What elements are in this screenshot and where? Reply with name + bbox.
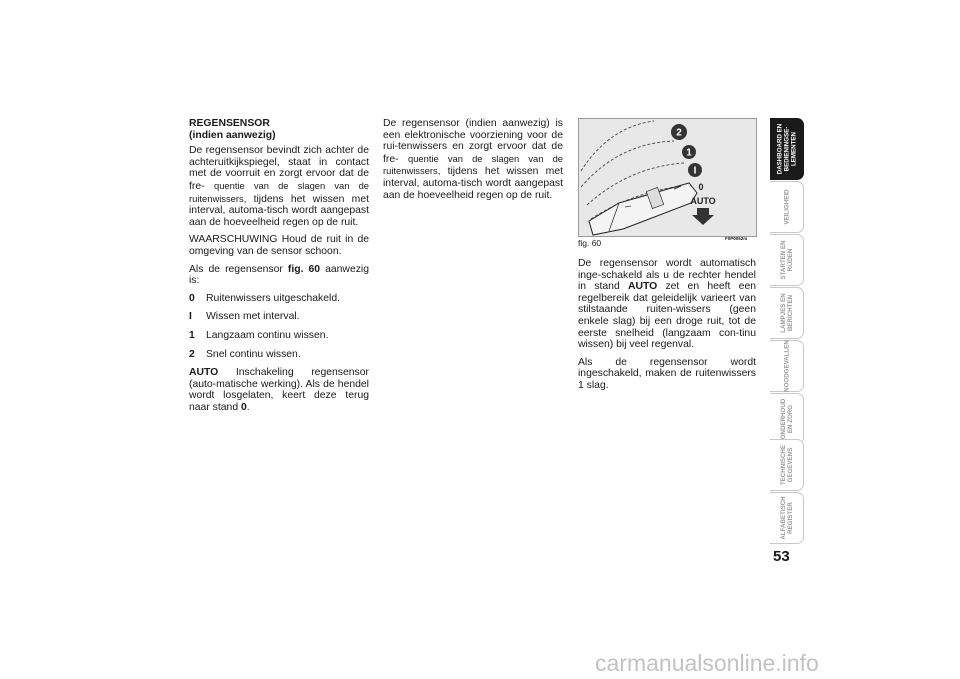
position-item-interval xyxy=(189,311,369,323)
section-heading: REGENSENSOR xyxy=(189,118,270,129)
tab-emergencies[interactable] xyxy=(770,340,804,392)
position-key: I xyxy=(189,311,192,323)
auto-end-position: 0 xyxy=(241,401,247,413)
tab-label: BERICHTEN xyxy=(786,294,794,332)
wiper-lever-illustration xyxy=(579,119,756,236)
figure-label: fig. 60 xyxy=(578,238,602,248)
position-item-2 xyxy=(189,349,369,361)
tab-lights-messages[interactable] xyxy=(770,287,804,339)
paragraph-auto-key: AUTO xyxy=(627,281,658,293)
paragraph-description xyxy=(383,118,563,201)
watermark: carmanualsonline.info xyxy=(595,650,819,676)
section-subheading: (indien aanwezig) xyxy=(189,129,276,141)
paragraph-activation-stroke: Als de regensensor wordt ingeschakeld, maken de ruitenwissers 1 slag. xyxy=(578,356,756,391)
paragraph-auto-activation xyxy=(578,258,756,351)
paragraph-description-main: De regensensor (indien aanwezig) is een elektronische voorziening voor de rui-tenwissers en zorgt ervoor dat de fre- xyxy=(383,118,563,165)
position-item-0 xyxy=(189,293,369,305)
position-key: 2 xyxy=(189,348,195,360)
figure-code: F0P0052m xyxy=(725,236,748,241)
tab-label: LAMPJES EN xyxy=(779,293,787,333)
auto-end-dot: . xyxy=(246,401,250,413)
paragraph-intro xyxy=(189,145,369,228)
figure-wiper-lever xyxy=(578,118,757,237)
warning-paragraph: WAARSCHUWING Houd de ruit in de omgeving van de sensor schoon. xyxy=(189,234,369,257)
paragraph-description-small: quentie van de slagen van de ruitenwissers, xyxy=(383,152,563,177)
figure-position-0: 0 xyxy=(698,182,704,192)
tab-label: TECHNISCHE xyxy=(779,444,787,486)
tab-safety[interactable] xyxy=(770,181,804,233)
figure-position-auto: AUTO xyxy=(690,196,716,206)
paragraph-intro-small: quentie van de slagen van de ruitenwissers, xyxy=(189,179,369,204)
tab-label: ONDERHOUD xyxy=(779,398,787,440)
figure-reference: fig. 60 xyxy=(287,263,321,275)
paragraph-intro-end: tijdens het wissen met interval, automa-tisch wordt aangepast aan de hoeveelheid regen op de ruit. xyxy=(189,193,369,228)
auto-paragraph xyxy=(189,367,369,413)
positions-intro xyxy=(189,264,369,287)
column-left xyxy=(189,118,369,419)
position-text: Langzaam continu wissen. xyxy=(206,329,329,341)
tab-index[interactable] xyxy=(770,492,804,544)
position-key: 0 xyxy=(189,292,195,304)
positions-intro-post: aanwezig is: xyxy=(189,263,370,287)
tab-label: DASHBOARD EN xyxy=(776,123,783,175)
tab-label: GEGEVENS xyxy=(786,447,794,483)
tab-maintenance[interactable] xyxy=(770,393,804,445)
column-right xyxy=(578,258,756,398)
tab-label: REGISTER xyxy=(786,502,794,534)
figure-position-interval: I xyxy=(693,165,697,177)
position-key: 1 xyxy=(189,329,195,341)
position-item-1 xyxy=(189,330,369,342)
position-text: Snel continu wissen. xyxy=(206,348,301,360)
tab-label: RIJDEN xyxy=(786,248,794,272)
column-middle xyxy=(383,118,563,207)
tab-label: NOODGEVALLEN xyxy=(783,340,790,392)
tab-label: ALFABETISCH xyxy=(779,496,787,540)
auto-key: AUTO xyxy=(189,367,219,379)
tab-label: BEDIENINGSE- xyxy=(783,126,790,172)
tab-label: LEMENTEN xyxy=(790,131,797,167)
tab-label: VEILIGHEID xyxy=(783,189,790,225)
tab-starting-driving[interactable] xyxy=(770,234,804,286)
positions-intro-pre: Als de regensensor xyxy=(189,263,288,275)
auto-text: Inschakeling regensensor (auto-matische werking). Als de hendel wordt losgelaten, keert deze terug naar stand xyxy=(189,367,369,413)
position-text: Ruitenwissers uitgeschakeld. xyxy=(206,292,340,304)
paragraph-auto-pre: De regensensor wordt automatisch inge-schakeld als u de rechter hendel in stand xyxy=(578,258,756,293)
tab-label: STARTEN EN xyxy=(779,240,787,280)
figure-position-1: 1 xyxy=(686,147,692,159)
figure-position-2: 2 xyxy=(676,127,682,139)
position-text: Wissen met interval. xyxy=(206,311,300,323)
tab-label: EN ZORG xyxy=(786,404,794,434)
page-number: 53 xyxy=(773,548,790,565)
tab-dashboard[interactable] xyxy=(770,118,804,180)
arrow-down-icon xyxy=(692,208,714,225)
paragraph-auto-post: zet en heeft een regelbereik dat geleidelijk varieert van stilstaande ruiten-wissers (geen enkele slag) bij een droge ruit, tot de eerste snelheid (langzaam con-tinu wissen) bij veel regenval. xyxy=(578,281,756,351)
paragraph-intro-main: De regensensor bevindt zich achter de achteruitkijkspiegel, staat in contact met de voorruit en zorgt ervoor dat de fre- xyxy=(189,145,369,192)
paragraph-description-end: tijdens het wissen met interval, automa-tisch wordt aangepast aan de hoeveelheid regen op de ruit. xyxy=(383,166,563,201)
tab-technical-data[interactable] xyxy=(770,439,804,491)
